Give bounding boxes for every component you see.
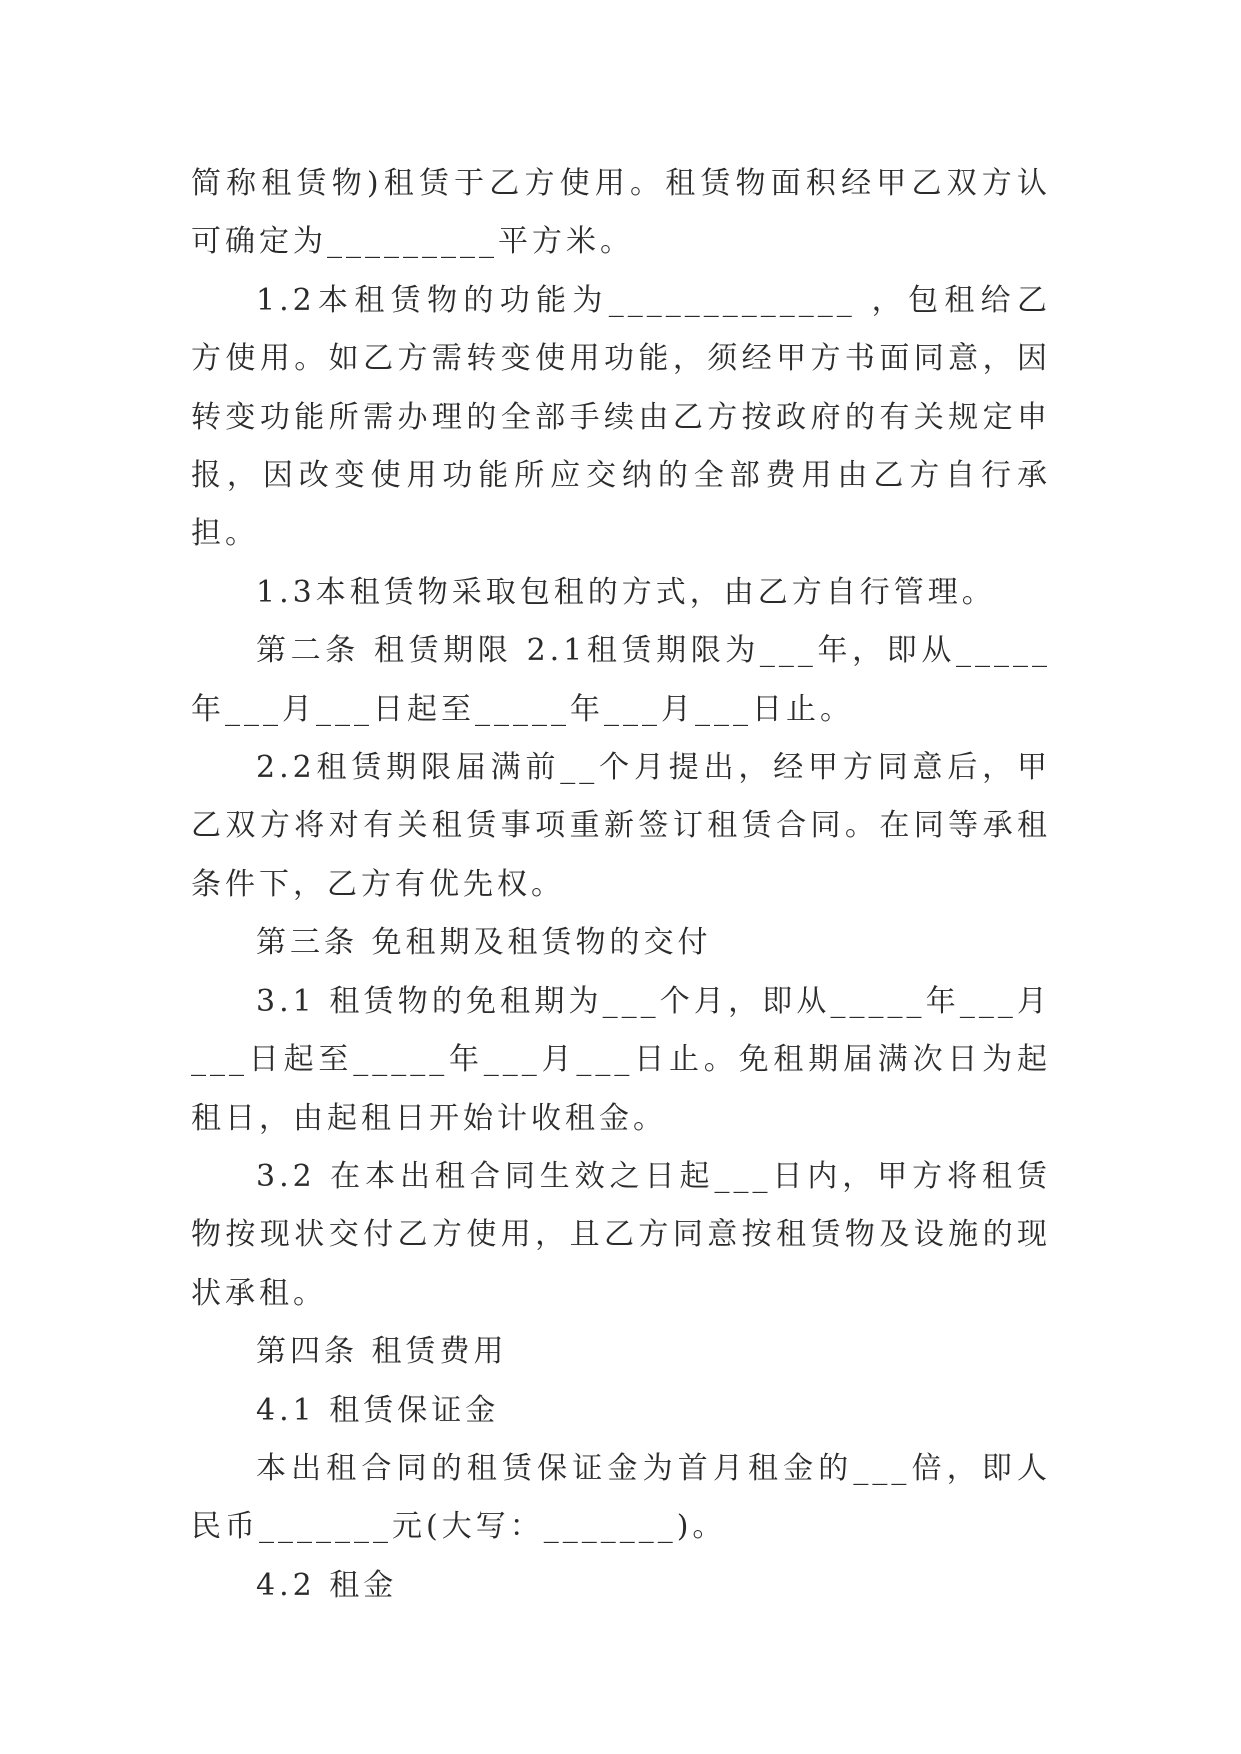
heading-clause-4-1: 4.1 租赁保证金 — [256, 1392, 500, 1428]
document-body — [191, 155, 1051, 1615]
paragraph-article-2-lease-term: 第二条 租赁期限 2.1租赁期限为___年，即从_____年___月___日起至_____年___月___日止。 — [191, 633, 1051, 727]
paragraph-clause-3-1: 3.1 租赁物的免租期为___个月，即从_____年___月___日起至_____年___月___日止。免租期届满次日为起租日，由起租日开始计收租金。 — [191, 983, 1051, 1136]
paragraph-deposit: 本出租合同的租赁保证金为首月租金的___倍，即人民币_______元(大写：_______)。 — [191, 1450, 1051, 1545]
paragraph-clause-3-2: 3.2 在本出租合同生效之日起___日内，甲方将租赁物按现状交付乙方使用，且乙方同意按租赁物及设施的现状承租。 — [191, 1158, 1051, 1311]
heading-article-3: 第三条 免租期及租赁物的交付 — [256, 925, 712, 961]
paragraph-clause-2-2: 2.2租赁期限届满前__个月提出，经甲方同意后，甲乙双方将对有关租赁事项重新签订租赁合同。在同等承租条件下，乙方有优先权。 — [191, 750, 1051, 902]
heading-clause-4-2: 4.2 租金 — [256, 1567, 398, 1603]
heading-article-4: 第四条 租赁费用 — [256, 1334, 508, 1370]
paragraph-area-definition: 简称租赁物)租赁于乙方使用。租赁物面积经甲乙双方认可确定为_________平方米。 — [191, 166, 1051, 260]
paragraph-clause-1-2: 1.2本租赁物的功能为_____________ ，包租给乙方使用。如乙方需转变使用功能，须经甲方书面同意，因转变功能所需办理的全部手续由乙方按政府的有关规定申报，因改变使用功能所应交纳的全部费用由乙方自行承担。 — [191, 282, 1051, 552]
paragraph-clause-1-3: 1.3本租赁物采取包租的方式，由乙方自行管理。 — [256, 574, 996, 610]
